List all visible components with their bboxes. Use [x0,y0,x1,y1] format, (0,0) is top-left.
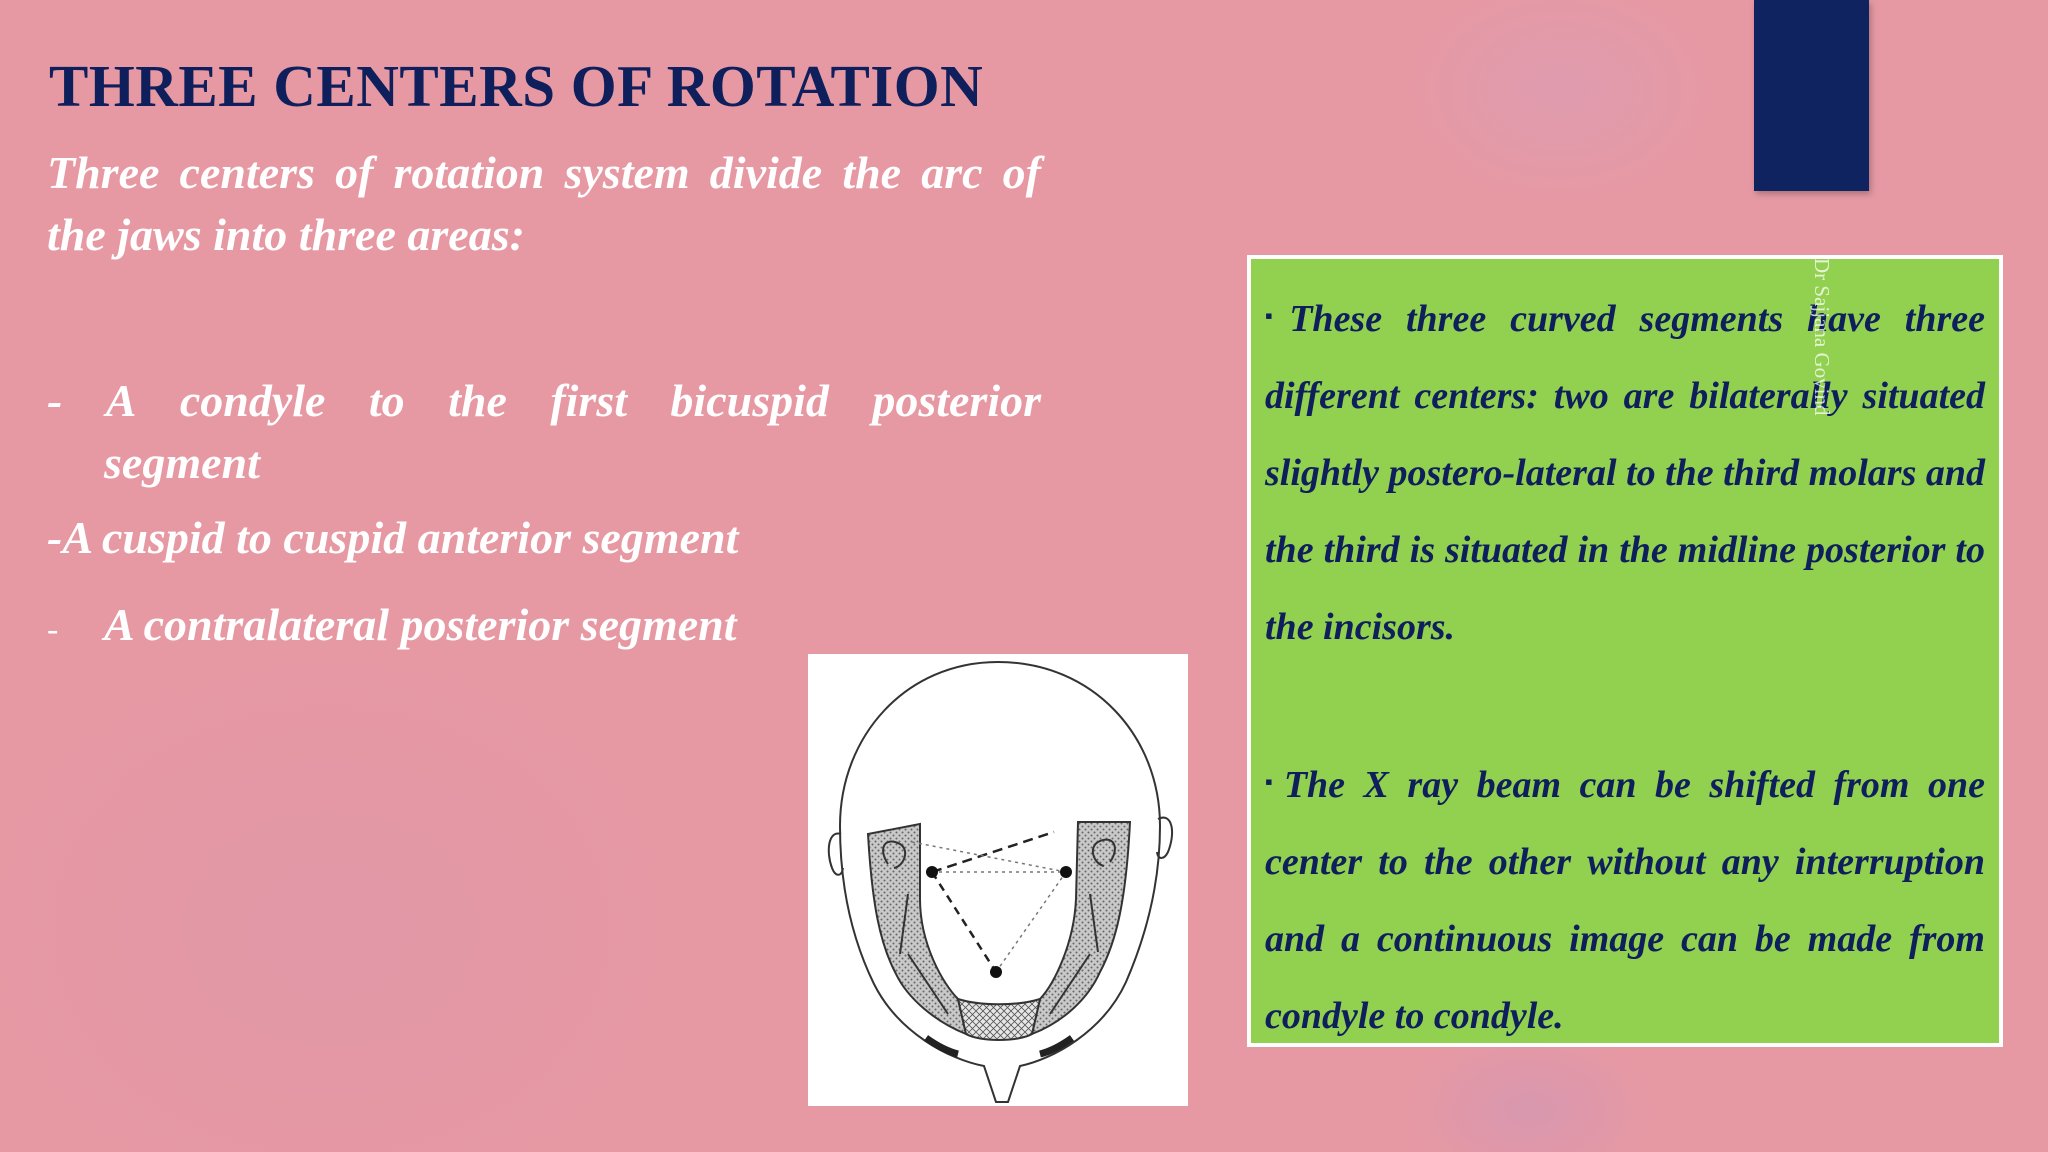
segment-item-posterior [47,370,1041,494]
rotation-centers-diagram [808,654,1188,1106]
segment-text: A contralateral posterior segment [104,599,737,650]
segment-continuation: segment [104,437,260,488]
accent-bar [1754,0,1869,191]
rotation-center-left [926,866,938,878]
slide-title: THREE CENTERS OF ROTATION [49,53,984,119]
segment-word: first [550,375,627,426]
box-point-segments [1265,277,1985,666]
segment-item-contralateral [47,598,737,651]
segment-word: to [368,375,405,426]
box-point-text: These three curved segments have three different centers: two are bilaterally situated slightly postero-lateral to the third molars and the third is situated in the midline posterior to the incisors. [1265,298,1985,648]
rotation-center-right [1060,866,1072,878]
square-bullet-icon: ▪ [1265,769,1282,794]
box-point-xray [1265,743,1985,1055]
segment-word: condyle [179,375,326,426]
box-point-text: The X ray beam can be shifted from one center to the other without any interruption and a continuous image can be made from condyle to condyle. [1265,764,1985,1037]
segment-word: A [105,375,137,426]
segment-dash: - [47,611,59,648]
segment-dash: - [47,375,63,426]
square-bullet-icon: ▪ [1265,303,1288,328]
slide-subtitle: Three centers of rotation system divide the arc of the jaws into three areas: [47,147,1041,260]
segment-word: the [448,375,507,426]
segment-word: bicuspid [670,375,829,426]
author-watermark: Dr Sajjana Govind [1810,258,1834,416]
segment-item-anterior: -A cuspid to cuspid anterior segment [47,512,739,563]
explanation-box [1247,255,2003,1047]
segment-word: posterior [872,375,1041,426]
segment-item-posterior-line [47,370,1041,432]
head-jaw-illustration [808,654,1188,1106]
rotation-center-midline [990,966,1002,978]
